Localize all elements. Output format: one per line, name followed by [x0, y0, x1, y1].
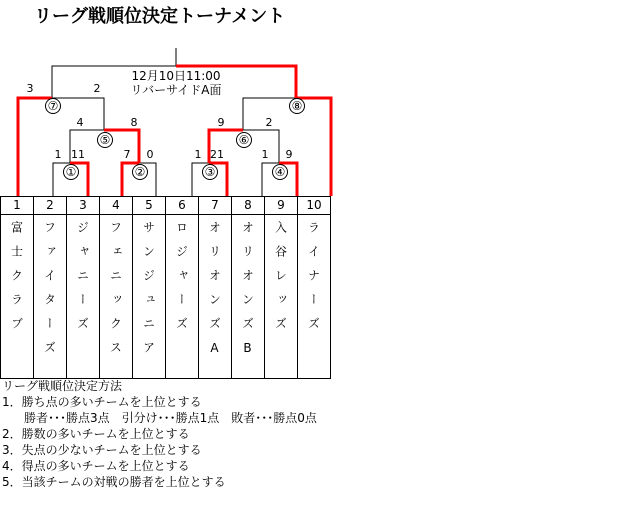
rule-1-detail: 勝者･･･勝点3点 引分け･･･勝点1点 敗者･･･勝点0点	[24, 411, 317, 425]
match-number-3: ③	[202, 164, 218, 180]
score-m3-right: 21	[210, 148, 224, 161]
team-cell	[133, 215, 166, 379]
final-date: 12月10日11:00	[131, 69, 221, 83]
team-cell	[265, 215, 298, 379]
team-seed: 2	[34, 197, 67, 215]
team-cell	[34, 215, 67, 379]
team-name: 富士クラブ	[9, 221, 24, 341]
rule-2: 2．勝数の多いチームを上位とする	[2, 427, 190, 441]
match-number-8: ⑧	[289, 98, 305, 114]
score-m1-right: 11	[71, 148, 85, 161]
team-seed: 7	[199, 197, 232, 215]
match-number-1: ①	[63, 164, 79, 180]
team-name: ジャニーズ	[75, 221, 90, 341]
score-m6-left: 9	[217, 116, 225, 129]
score-m5-left: 4	[76, 116, 84, 129]
match-number-4: ④	[272, 164, 288, 180]
team-seed: 8	[232, 197, 265, 215]
team-cell	[100, 215, 133, 379]
team-table	[0, 196, 331, 379]
team-seed: 1	[1, 197, 34, 215]
team-name: サンジュニア	[141, 221, 156, 365]
score-m5-right: 8	[130, 116, 138, 129]
seed-row	[1, 197, 331, 215]
team-cell	[298, 215, 331, 379]
match-number-5: ⑤	[97, 132, 113, 148]
winner-line-seed1	[18, 98, 52, 196]
team-name-row	[1, 215, 331, 379]
team-name: ロジャーズ	[174, 221, 189, 341]
team-cell	[199, 215, 232, 379]
score-m4-right: 9	[285, 148, 293, 161]
match-number-7: ⑦	[45, 98, 61, 114]
score-m4-left: 1	[261, 148, 269, 161]
page-title: リーグ戦順位決定トーナメント	[34, 6, 286, 27]
team-seed: 4	[100, 197, 133, 215]
team-name: ファイターズ	[42, 221, 57, 365]
rule-5: 5．当該チームの対戦の勝者を上位とする	[2, 475, 226, 489]
team-seed: 3	[67, 197, 100, 215]
score-m6-right: 2	[265, 116, 273, 129]
team-name: オリオンズB	[240, 221, 255, 367]
match-number-6: ⑥	[236, 132, 252, 148]
team-seed: 10	[298, 197, 331, 215]
score-m2-right: 0	[146, 148, 154, 161]
team-name: オリオンズA	[207, 221, 222, 367]
final-venue: リバーサイドA面	[130, 83, 222, 97]
rules-heading: リーグ戦順位決定方法	[2, 379, 123, 393]
team-name: ライナーズ	[306, 221, 321, 341]
team-name: フェニックス	[108, 221, 123, 365]
team-cell	[67, 215, 100, 379]
score-m1-left: 1	[54, 148, 62, 161]
team-cell	[166, 215, 199, 379]
score-m3-left: 1	[194, 148, 202, 161]
team-cell	[1, 215, 34, 379]
team-seed: 9	[265, 197, 298, 215]
score-m7-left: 3	[26, 82, 34, 95]
team-seed: 5	[133, 197, 166, 215]
team-seed: 6	[166, 197, 199, 215]
team-cell	[232, 215, 265, 379]
rule-1: 1．勝ち点の多いチームを上位とする	[2, 395, 202, 409]
score-m2-left: 7	[123, 148, 131, 161]
rule-4: 4．得点の多いチームを上位とする	[2, 459, 190, 473]
ranking-rules	[2, 378, 317, 490]
rule-3: 3．失点の少ないチームを上位とする	[2, 443, 202, 457]
match-number-2: ②	[132, 164, 148, 180]
score-m7-right: 2	[93, 82, 101, 95]
team-name: 入谷レッズ	[273, 221, 288, 341]
